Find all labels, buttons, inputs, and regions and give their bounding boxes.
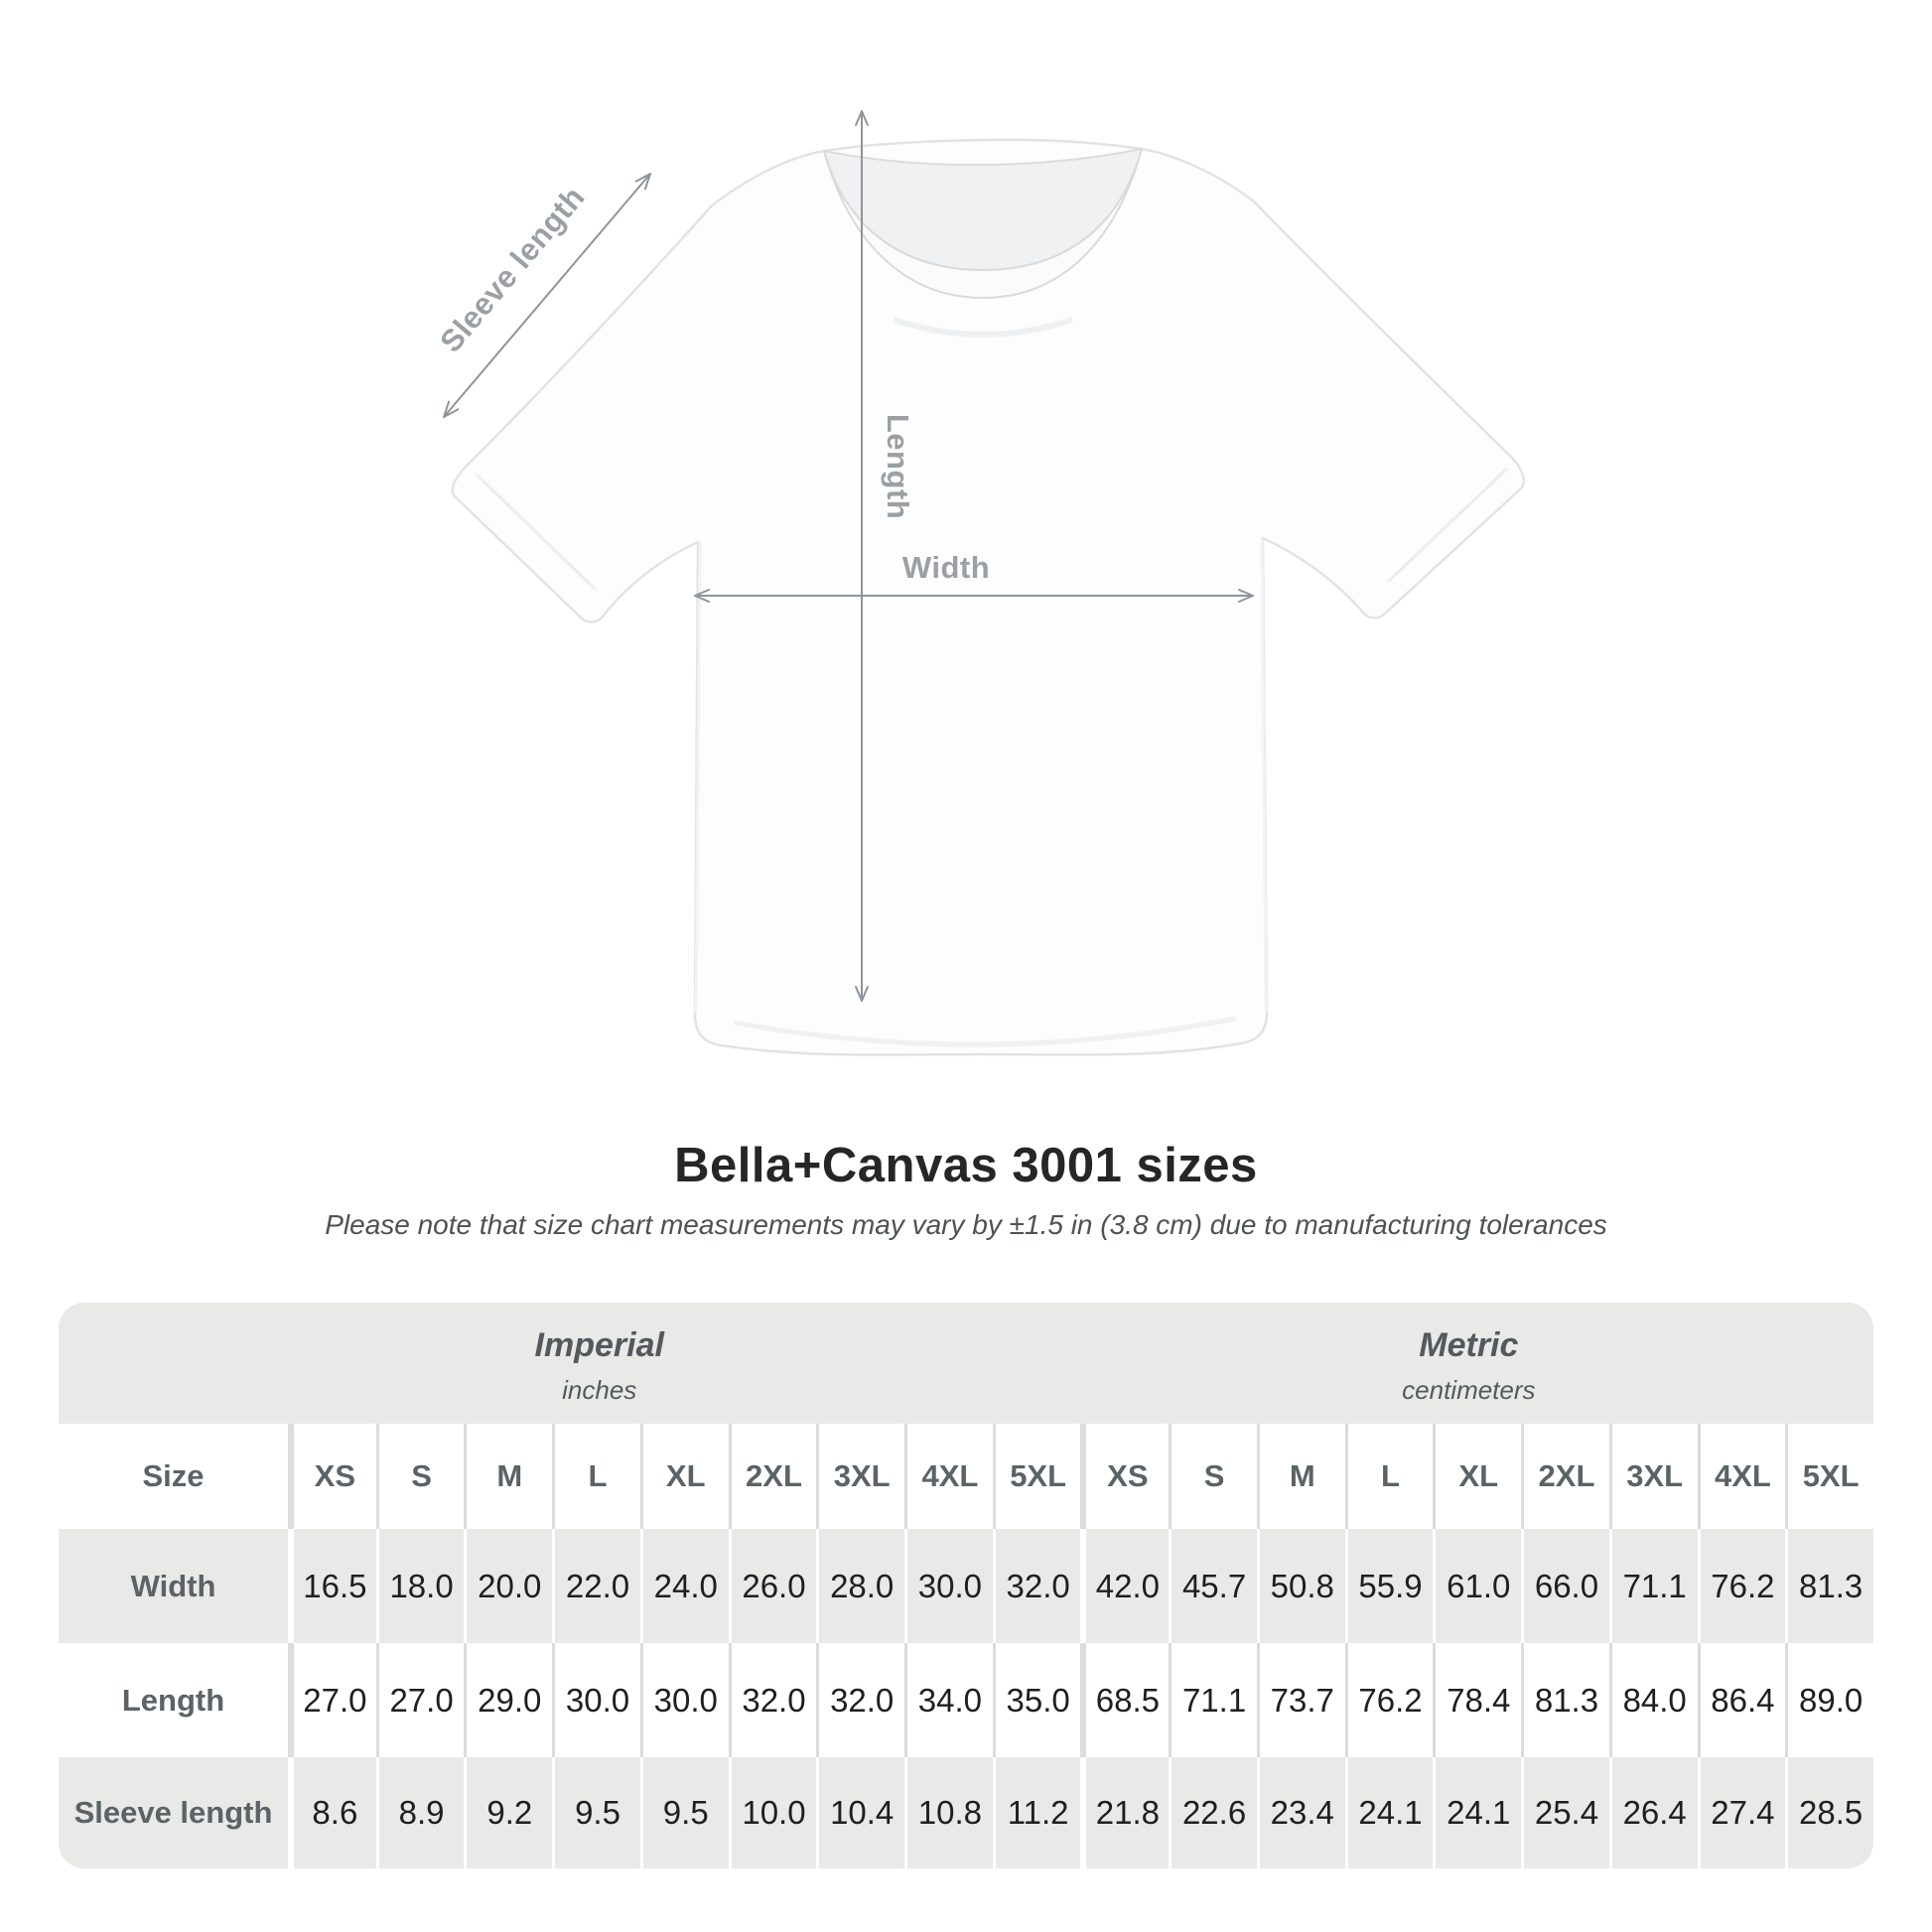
size-header: XS: [1080, 1424, 1169, 1529]
size-header: 2XL: [1521, 1424, 1609, 1529]
table-cell: 27.0: [288, 1643, 376, 1757]
table-cell: 34.0: [904, 1643, 993, 1757]
table-cell: 29.0: [464, 1643, 552, 1757]
size-table: [59, 1303, 1873, 1868]
row-label: Length: [121, 1682, 225, 1718]
table-cell: 28.0: [816, 1529, 904, 1643]
table-cell: 30.0: [904, 1529, 993, 1643]
size-header: M: [1257, 1424, 1345, 1529]
table-cell: 30.0: [640, 1643, 729, 1757]
table-cell: 28.5: [1785, 1757, 1873, 1868]
table-cell: 22.6: [1169, 1757, 1257, 1868]
table-cell: 27.4: [1698, 1757, 1786, 1868]
table-cell: 32.0: [993, 1529, 1081, 1643]
table-cell: 76.2: [1698, 1529, 1786, 1643]
table-cell: 9.5: [552, 1757, 640, 1868]
table-cell: 24.0: [640, 1529, 729, 1643]
table-cell: 8.9: [376, 1757, 465, 1868]
table-cell: 66.0: [1521, 1529, 1609, 1643]
table-cell: 10.8: [904, 1757, 993, 1868]
size-header: 4XL: [904, 1424, 993, 1529]
table-cell: 84.0: [1609, 1643, 1698, 1757]
table-cell: 42.0: [1080, 1529, 1169, 1643]
size-header: 2XL: [729, 1424, 817, 1529]
unit-group-metric: [1402, 1326, 1535, 1406]
table-cell: 71.1: [1169, 1643, 1257, 1757]
table-cell: 11.2: [993, 1757, 1081, 1868]
tolerance-note: Please note that size chart measurements may vary by ±1.5 in (3.8 cm) due to manufacturing tolerances: [325, 1209, 1607, 1240]
width-label: Width: [901, 550, 991, 585]
table-cell: 78.4: [1433, 1643, 1521, 1757]
table-cell: 23.4: [1257, 1757, 1345, 1868]
row-label: Sleeve length: [73, 1795, 273, 1830]
table-cell: 81.3: [1521, 1643, 1609, 1757]
table-cell: 25.4: [1521, 1757, 1609, 1868]
size-header: 5XL: [993, 1424, 1081, 1529]
table-cell: 9.2: [464, 1757, 552, 1868]
table-cell: 32.0: [729, 1643, 817, 1757]
table-cell: 89.0: [1785, 1643, 1873, 1757]
table-cell: 20.0: [464, 1529, 552, 1643]
table-row-width: [59, 1529, 1873, 1643]
size-header: 3XL: [1609, 1424, 1698, 1529]
table-cell: 32.0: [816, 1643, 904, 1757]
corner-label: Size: [142, 1458, 205, 1493]
table-cell: 45.7: [1169, 1529, 1257, 1643]
size-header: XS: [288, 1424, 376, 1529]
table-cell: 61.0: [1433, 1529, 1521, 1643]
size-header: L: [552, 1424, 640, 1529]
row-label: Width: [130, 1568, 216, 1603]
unit-group-unit: inches: [562, 1375, 637, 1405]
table-cell: 27.0: [376, 1643, 465, 1757]
length-label: Length: [881, 413, 915, 520]
table-cell: 68.5: [1080, 1643, 1169, 1757]
unit-group-unit: centimeters: [1402, 1375, 1536, 1405]
table-cell: 24.1: [1345, 1757, 1434, 1868]
table-cell: 24.1: [1433, 1757, 1521, 1868]
table-cell: 21.8: [1080, 1757, 1169, 1868]
table-cell: 18.0: [376, 1529, 465, 1643]
table-cell: 26.4: [1609, 1757, 1698, 1868]
size-header: L: [1345, 1424, 1434, 1529]
size-header: S: [376, 1424, 465, 1529]
table-cell: 26.0: [729, 1529, 817, 1643]
table-cell: 9.5: [640, 1757, 729, 1868]
size-header-row: [59, 1424, 1873, 1529]
size-header: S: [1169, 1424, 1257, 1529]
unit-group-name: Imperial: [534, 1326, 664, 1364]
table-cell: 10.4: [816, 1757, 904, 1868]
table-cell: 81.3: [1785, 1529, 1873, 1643]
table-cell: 35.0: [993, 1643, 1081, 1757]
size-header: 3XL: [816, 1424, 904, 1529]
size-header: XL: [640, 1424, 729, 1529]
size-header: XL: [1433, 1424, 1521, 1529]
table-row-sleeve-length: [59, 1757, 1873, 1868]
table-cell: 10.0: [729, 1757, 817, 1868]
table-cell: 86.4: [1698, 1643, 1786, 1757]
table-cell: 55.9: [1345, 1529, 1434, 1643]
table-row-length: [59, 1643, 1873, 1757]
size-header: 5XL: [1785, 1424, 1873, 1529]
size-header: M: [464, 1424, 552, 1529]
table-cell: 8.6: [288, 1757, 376, 1868]
sleeve-length-label: Sleeve length: [433, 179, 592, 359]
unit-group-imperial: [535, 1326, 664, 1406]
size-header: 4XL: [1698, 1424, 1786, 1529]
table-cell: 76.2: [1345, 1643, 1434, 1757]
page-title: Bella+Canvas 3001 sizes: [674, 1139, 1258, 1192]
heading: [0, 1138, 1932, 1241]
table-cell: 71.1: [1609, 1529, 1698, 1643]
table-cell: 50.8: [1257, 1529, 1345, 1643]
table-cell: 73.7: [1257, 1643, 1345, 1757]
table-cell: 16.5: [288, 1529, 376, 1643]
unit-header-band: [59, 1303, 1873, 1424]
table-cell: 22.0: [552, 1529, 640, 1643]
unit-group-name: Metric: [1419, 1326, 1519, 1364]
table-cell: 30.0: [552, 1643, 640, 1757]
